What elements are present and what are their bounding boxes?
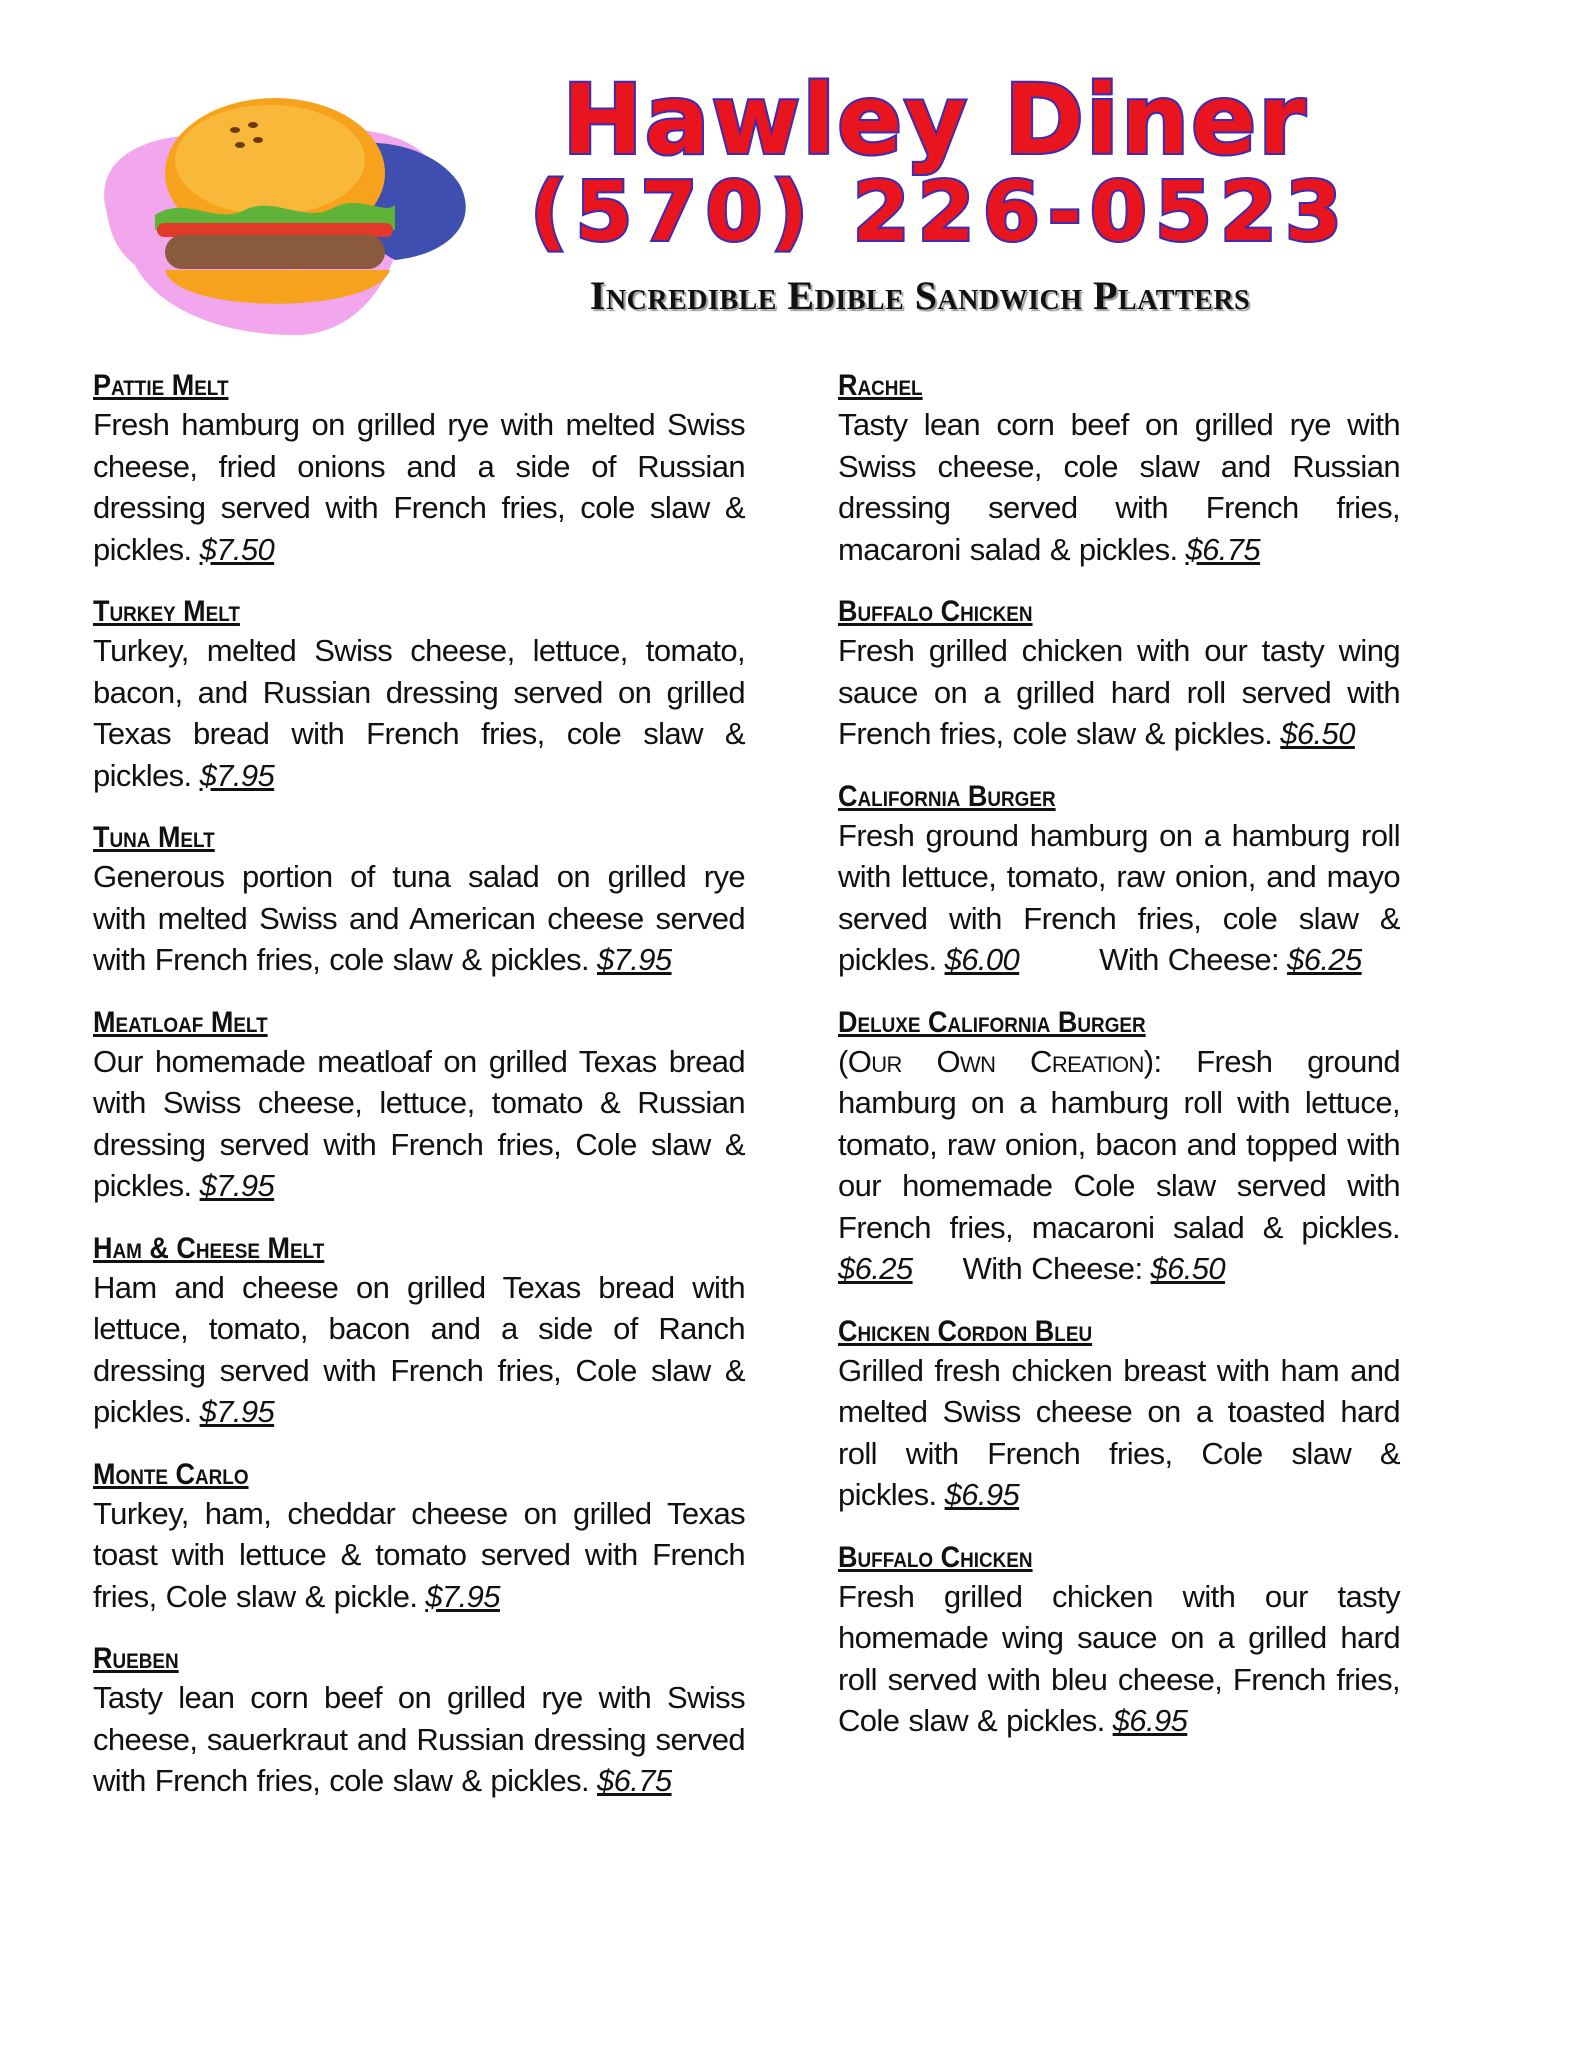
menu-item-name: Tuna Melt bbox=[93, 821, 215, 854]
menu-item-name: Turkey Melt bbox=[93, 595, 240, 628]
menu-item-price: $7.95 bbox=[199, 1168, 275, 1203]
cheese-option-label: With Cheese: bbox=[962, 1251, 1143, 1286]
menu-column-left bbox=[93, 368, 745, 1826]
menu-item-description: Tasty lean corn beef on grilled rye with Swiss cheese, sauerkraut and Russian dressing served with French fries, cole slaw & pickles. $6.75 bbox=[93, 1680, 745, 1798]
menu-item bbox=[93, 1005, 745, 1207]
menu-item-price: $6.00 bbox=[944, 942, 1020, 977]
menu-item-description: Turkey, melted Swiss cheese, lettuce, tomato, bacon, and Russian dressing served on grilled Texas bread with French fries, cole slaw & pickles. $7.95 bbox=[93, 633, 745, 793]
menu-item-price: $6.95 bbox=[944, 1477, 1020, 1512]
menu-item-name: Deluxe California Burger bbox=[838, 1005, 1146, 1039]
menu-column-right bbox=[838, 368, 1400, 1766]
menu-item-name: Pattie Melt bbox=[93, 369, 229, 402]
menu-item bbox=[838, 594, 1400, 755]
menu-item-name: Monte Carlo bbox=[93, 1457, 249, 1491]
menu-item-description: Ham and cheese on grilled Texas bread with lettuce, tomato, bacon and a side of Ranch dressing served with French fries, Cole slaw & pickles. $7.95 bbox=[93, 1269, 745, 1429]
menu-item-description: Fresh ground hamburg on a hamburg roll with lettuce, tomato, raw onion, and mayo served with French fries, cole slaw & pickles. $6.00 With Cheese: $6.25 bbox=[838, 817, 1400, 977]
menu-item-name: Rueben bbox=[93, 1642, 179, 1675]
menu-item-price: $6.75 bbox=[597, 1763, 672, 1798]
menu-item-price: $6.75 bbox=[1185, 531, 1261, 567]
menu-item-price: $6.50 bbox=[1280, 716, 1355, 751]
menu-item bbox=[93, 820, 745, 981]
menu-item-description: Our homemade meatloaf on grilled Texas bread with Swiss cheese, lettuce, tomato & Russian dressing served with French fries, Cole slaw & pickles. $7.95 bbox=[93, 1043, 745, 1203]
menu-item bbox=[93, 368, 745, 570]
menu-item-price: $6.25 bbox=[838, 1251, 913, 1286]
menu-item bbox=[93, 1231, 745, 1433]
menu-item-name: California Burger bbox=[838, 779, 1056, 813]
menu-section-title: Incredible Edible Sandwich Platters bbox=[589, 273, 1251, 318]
menu-item bbox=[838, 368, 1400, 570]
menu-item-name: Buffalo Chicken bbox=[838, 1540, 1033, 1574]
diner-name: Hawley Diner bbox=[562, 64, 1308, 176]
menu-item-description: Fresh grilled chicken with our tasty homemade wing sauce on a grilled hard roll served with bleu cheese, French fries, Cole slaw & pickles. $6.95 bbox=[838, 1578, 1400, 1738]
menu-item-note: (Our Own Creation): bbox=[838, 1043, 1162, 1079]
cheese-option-label: With Cheese: bbox=[1099, 942, 1280, 977]
menu-item-description: (Our Own Creation): Fresh ground hamburg on a hamburg roll with lettuce, tomato, raw onion, bacon and topped with our homemade Cole slaw served with French fries, macaroni salad & pickles. $6.25 With Cheese: $6.50 bbox=[838, 1043, 1401, 1286]
menu-item-name: Ham & Cheese Melt bbox=[93, 1231, 325, 1265]
menu-item-price: $7.50 bbox=[199, 531, 275, 567]
menu-item-price: $7.95 bbox=[199, 1394, 275, 1429]
hamburger-clipart-icon bbox=[95, 85, 475, 345]
menu-item-name: Rachel bbox=[838, 369, 923, 402]
diner-phone: (570) 226-0523 bbox=[529, 165, 1351, 260]
menu-item bbox=[93, 594, 745, 796]
cheese-option-price: $6.25 bbox=[1287, 942, 1362, 977]
cheese-option-price: $6.50 bbox=[1150, 1251, 1226, 1286]
menu-item-description: Fresh hamburg on grilled rye with melted Swiss cheese, fried onions and a side of Russian dressing served with French fries, cole slaw & pickles. $7.50 bbox=[93, 407, 745, 567]
menu-item bbox=[838, 1314, 1400, 1516]
menu-item-price: $6.95 bbox=[1112, 1703, 1188, 1738]
menu-item-name: Buffalo Chicken bbox=[838, 595, 1033, 628]
menu-item-price: $7.95 bbox=[199, 757, 275, 793]
menu-item-description: Generous portion of tuna salad on grilled rye with melted Swiss and American cheese served with French fries, cole slaw & pickles. $7.95 bbox=[93, 859, 745, 977]
menu-item-description: Turkey, ham, cheddar cheese on grilled Texas toast with lettuce & tomato served with French fries, Cole slaw & pickle. $7.95 bbox=[93, 1495, 745, 1614]
menu-item bbox=[838, 779, 1400, 981]
menu-item-price: $7.95 bbox=[425, 1578, 500, 1614]
menu-item bbox=[93, 1641, 745, 1802]
menu-header bbox=[0, 0, 1582, 360]
menu-item-name: Meatloaf Melt bbox=[93, 1005, 268, 1039]
menu-item bbox=[838, 1540, 1400, 1742]
menu-item-name: Chicken Cordon Bleu bbox=[838, 1314, 1093, 1348]
menu-item-price: $7.95 bbox=[597, 942, 672, 977]
menu-item-description: Grilled fresh chicken breast with ham and melted Swiss cheese on a toasted hard roll with French fries, Cole slaw & pickles. $6.95 bbox=[838, 1352, 1400, 1512]
menu-item-description: Tasty lean corn beef on grilled rye with Swiss cheese, cole slaw and Russian dressing served with French fries, macaroni salad & pickles. $6.75 bbox=[838, 407, 1400, 567]
menu-item-description: Fresh grilled chicken with our tasty wing sauce on a grilled hard roll served with French fries, cole slaw & pickles. $6.50 bbox=[838, 633, 1400, 751]
menu-item bbox=[838, 1005, 1400, 1290]
menu-item bbox=[93, 1457, 745, 1618]
